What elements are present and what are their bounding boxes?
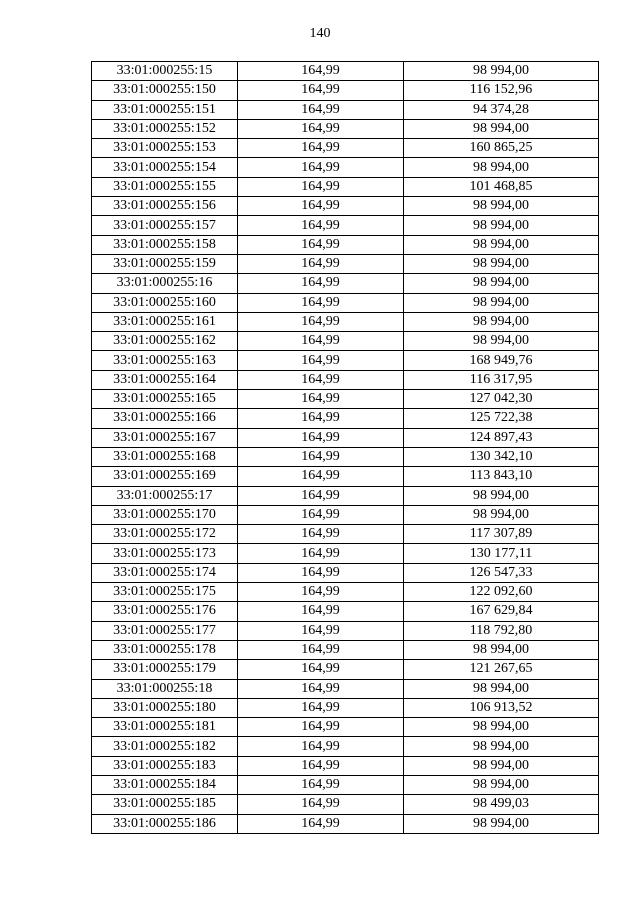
table-row — [92, 621, 599, 640]
area-cell: 164,99 — [238, 254, 404, 273]
cadastral-value-cell: 98 994,00 — [404, 235, 599, 254]
area-cell: 164,99 — [238, 756, 404, 775]
table-row — [92, 718, 599, 737]
area-cell: 164,99 — [238, 467, 404, 486]
cadastral-number-cell: 33:01:000255:170 — [92, 505, 238, 524]
table-row — [92, 390, 599, 409]
cadastral-value-cell: 98 499,03 — [404, 795, 599, 814]
area-cell: 164,99 — [238, 332, 404, 351]
table-row — [92, 737, 599, 756]
cadastral-value-cell: 130 342,10 — [404, 447, 599, 466]
cadastral-number-cell: 33:01:000255:179 — [92, 660, 238, 679]
cadastral-value-cell: 98 994,00 — [404, 254, 599, 273]
cadastral-value-table — [91, 61, 599, 834]
table-body — [92, 62, 599, 834]
cadastral-value-cell: 130 177,11 — [404, 544, 599, 563]
table-row — [92, 563, 599, 582]
cadastral-value-cell: 98 994,00 — [404, 737, 599, 756]
cadastral-value-cell: 118 792,80 — [404, 621, 599, 640]
cadastral-number-cell: 33:01:000255:177 — [92, 621, 238, 640]
area-cell: 164,99 — [238, 312, 404, 331]
table-row — [92, 62, 599, 81]
cadastral-number-cell: 33:01:000255:176 — [92, 602, 238, 621]
cadastral-number-cell: 33:01:000255:164 — [92, 370, 238, 389]
area-cell: 164,99 — [238, 428, 404, 447]
table-row — [92, 467, 599, 486]
area-cell: 164,99 — [238, 409, 404, 428]
table-row — [92, 100, 599, 119]
cadastral-number-cell: 33:01:000255:186 — [92, 814, 238, 833]
area-cell: 164,99 — [238, 197, 404, 216]
cadastral-value-cell: 98 994,00 — [404, 274, 599, 293]
cadastral-number-cell: 33:01:000255:180 — [92, 698, 238, 717]
cadastral-value-cell: 122 092,60 — [404, 583, 599, 602]
area-cell: 164,99 — [238, 81, 404, 100]
cadastral-number-cell: 33:01:000255:16 — [92, 274, 238, 293]
cadastral-number-cell: 33:01:000255:15 — [92, 62, 238, 81]
area-cell: 164,99 — [238, 660, 404, 679]
table-row — [92, 775, 599, 794]
table-row — [92, 158, 599, 177]
cadastral-number-cell: 33:01:000255:161 — [92, 312, 238, 331]
table-row — [92, 428, 599, 447]
area-cell: 164,99 — [238, 158, 404, 177]
cadastral-value-cell: 98 994,00 — [404, 158, 599, 177]
cadastral-number-cell: 33:01:000255:160 — [92, 293, 238, 312]
cadastral-number-cell: 33:01:000255:167 — [92, 428, 238, 447]
table-row — [92, 351, 599, 370]
cadastral-value-cell: 98 994,00 — [404, 332, 599, 351]
cadastral-value-cell: 116 152,96 — [404, 81, 599, 100]
table-row — [92, 486, 599, 505]
table-row — [92, 216, 599, 235]
cadastral-value-cell: 113 843,10 — [404, 467, 599, 486]
area-cell: 164,99 — [238, 216, 404, 235]
cadastral-value-cell: 117 307,89 — [404, 525, 599, 544]
table-row — [92, 544, 599, 563]
area-cell: 164,99 — [238, 544, 404, 563]
area-cell: 164,99 — [238, 62, 404, 81]
table-row — [92, 409, 599, 428]
cadastral-number-cell: 33:01:000255:169 — [92, 467, 238, 486]
cadastral-number-cell: 33:01:000255:183 — [92, 756, 238, 775]
table-row — [92, 525, 599, 544]
cadastral-number-cell: 33:01:000255:168 — [92, 447, 238, 466]
cadastral-number-cell: 33:01:000255:162 — [92, 332, 238, 351]
cadastral-number-cell: 33:01:000255:173 — [92, 544, 238, 563]
cadastral-number-cell: 33:01:000255:157 — [92, 216, 238, 235]
cadastral-number-cell: 33:01:000255:166 — [92, 409, 238, 428]
area-cell: 164,99 — [238, 177, 404, 196]
cadastral-number-cell: 33:01:000255:18 — [92, 679, 238, 698]
area-cell: 164,99 — [238, 486, 404, 505]
cadastral-number-cell: 33:01:000255:156 — [92, 197, 238, 216]
cadastral-number-cell: 33:01:000255:154 — [92, 158, 238, 177]
area-cell: 164,99 — [238, 563, 404, 582]
cadastral-value-cell: 98 994,00 — [404, 679, 599, 698]
area-cell: 164,99 — [238, 814, 404, 833]
cadastral-value-cell: 101 468,85 — [404, 177, 599, 196]
cadastral-value-cell: 98 994,00 — [404, 718, 599, 737]
table-row — [92, 293, 599, 312]
table-row — [92, 602, 599, 621]
table-row — [92, 139, 599, 158]
cadastral-number-cell: 33:01:000255:152 — [92, 119, 238, 138]
area-cell: 164,99 — [238, 505, 404, 524]
table-row — [92, 679, 599, 698]
area-cell: 164,99 — [238, 718, 404, 737]
cadastral-value-cell: 168 949,76 — [404, 351, 599, 370]
table-row — [92, 505, 599, 524]
cadastral-value-cell: 127 042,30 — [404, 390, 599, 409]
table-row — [92, 81, 599, 100]
table-row — [92, 640, 599, 659]
table-row — [92, 447, 599, 466]
cadastral-number-cell: 33:01:000255:163 — [92, 351, 238, 370]
table-row — [92, 254, 599, 273]
cadastral-value-cell: 98 994,00 — [404, 293, 599, 312]
area-cell: 164,99 — [238, 698, 404, 717]
table-row — [92, 332, 599, 351]
cadastral-value-cell: 116 317,95 — [404, 370, 599, 389]
table-row — [92, 119, 599, 138]
cadastral-number-cell: 33:01:000255:178 — [92, 640, 238, 659]
cadastral-value-cell: 98 994,00 — [404, 640, 599, 659]
area-cell: 164,99 — [238, 640, 404, 659]
cadastral-number-cell: 33:01:000255:153 — [92, 139, 238, 158]
cadastral-value-cell: 126 547,33 — [404, 563, 599, 582]
cadastral-value-cell: 98 994,00 — [404, 814, 599, 833]
area-cell: 164,99 — [238, 621, 404, 640]
area-cell: 164,99 — [238, 351, 404, 370]
table-row — [92, 698, 599, 717]
table-row — [92, 197, 599, 216]
cadastral-value-cell: 98 994,00 — [404, 119, 599, 138]
table-row — [92, 660, 599, 679]
area-cell: 164,99 — [238, 119, 404, 138]
cadastral-value-cell: 106 913,52 — [404, 698, 599, 717]
cadastral-value-cell: 167 629,84 — [404, 602, 599, 621]
cadastral-number-cell: 33:01:000255:184 — [92, 775, 238, 794]
cadastral-value-cell: 98 994,00 — [404, 756, 599, 775]
area-cell: 164,99 — [238, 139, 404, 158]
area-cell: 164,99 — [238, 274, 404, 293]
area-cell: 164,99 — [238, 447, 404, 466]
cadastral-number-cell: 33:01:000255:181 — [92, 718, 238, 737]
area-cell: 164,99 — [238, 293, 404, 312]
cadastral-value-cell: 121 267,65 — [404, 660, 599, 679]
cadastral-value-cell: 98 994,00 — [404, 505, 599, 524]
cadastral-value-cell: 124 897,43 — [404, 428, 599, 447]
table-row — [92, 312, 599, 331]
area-cell: 164,99 — [238, 775, 404, 794]
cadastral-number-cell: 33:01:000255:175 — [92, 583, 238, 602]
cadastral-number-cell: 33:01:000255:172 — [92, 525, 238, 544]
area-cell: 164,99 — [238, 235, 404, 254]
cadastral-value-cell: 94 374,28 — [404, 100, 599, 119]
cadastral-number-cell: 33:01:000255:150 — [92, 81, 238, 100]
cadastral-value-cell: 98 994,00 — [404, 312, 599, 331]
page-number: 140 — [309, 26, 331, 41]
area-cell: 164,99 — [238, 737, 404, 756]
area-cell: 164,99 — [238, 100, 404, 119]
cadastral-value-cell: 98 994,00 — [404, 775, 599, 794]
table-row — [92, 274, 599, 293]
cadastral-number-cell: 33:01:000255:159 — [92, 254, 238, 273]
area-cell: 164,99 — [238, 795, 404, 814]
area-cell: 164,99 — [238, 525, 404, 544]
table-row — [92, 235, 599, 254]
area-cell: 164,99 — [238, 390, 404, 409]
table-row — [92, 814, 599, 833]
table-row — [92, 583, 599, 602]
table-row — [92, 177, 599, 196]
cadastral-number-cell: 33:01:000255:155 — [92, 177, 238, 196]
cadastral-value-cell: 160 865,25 — [404, 139, 599, 158]
cadastral-number-cell: 33:01:000255:182 — [92, 737, 238, 756]
cadastral-value-cell: 98 994,00 — [404, 216, 599, 235]
cadastral-number-cell: 33:01:000255:17 — [92, 486, 238, 505]
table-row — [92, 370, 599, 389]
area-cell: 164,99 — [238, 679, 404, 698]
cadastral-number-cell: 33:01:000255:165 — [92, 390, 238, 409]
table-row — [92, 795, 599, 814]
cadastral-number-cell: 33:01:000255:174 — [92, 563, 238, 582]
cadastral-value-cell: 125 722,38 — [404, 409, 599, 428]
cadastral-number-cell: 33:01:000255:151 — [92, 100, 238, 119]
cadastral-number-cell: 33:01:000255:185 — [92, 795, 238, 814]
area-cell: 164,99 — [238, 370, 404, 389]
cadastral-value-cell: 98 994,00 — [404, 486, 599, 505]
area-cell: 164,99 — [238, 602, 404, 621]
table-row — [92, 756, 599, 775]
cadastral-number-cell: 33:01:000255:158 — [92, 235, 238, 254]
area-cell: 164,99 — [238, 583, 404, 602]
cadastral-value-cell: 98 994,00 — [404, 197, 599, 216]
cadastral-value-cell: 98 994,00 — [404, 62, 599, 81]
